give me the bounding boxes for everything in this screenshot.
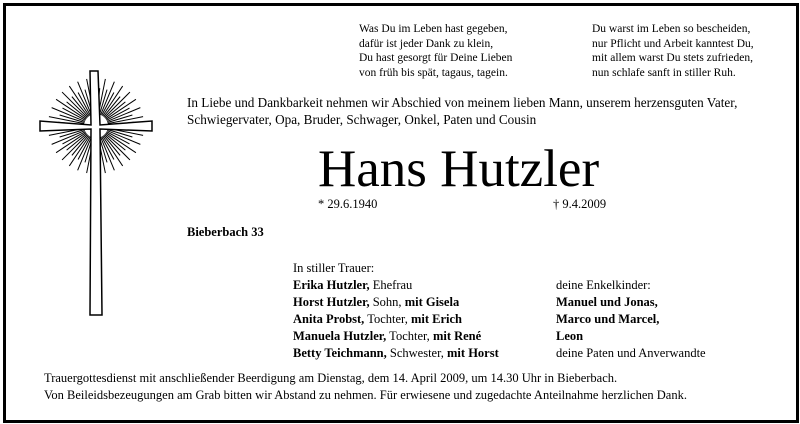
footer-text xyxy=(44,370,687,404)
deceased-name: Hans Hutzler xyxy=(318,140,600,198)
footer-line: Von Beileidsbezeugungen am Grab bitten wir Abstand zu nehmen. Für erwiesene und zugedachte Anteilnahme herzlichen Dank. xyxy=(44,388,687,402)
grandchild: Manuel und Jonas, xyxy=(556,295,658,309)
mourner-relation: Sohn, xyxy=(369,295,405,309)
ray xyxy=(106,133,136,153)
poem-line: Du hast gesorgt für Deine Lieben xyxy=(359,52,513,64)
mourner-partner: mit Horst xyxy=(447,346,499,360)
poem-line: nur Pflicht und Arbeit kanntest Du, xyxy=(592,37,754,50)
mourner-name: Betty Teichmann, xyxy=(293,346,387,360)
intro-line: In Liebe und Dankbarkeit nehmen wir Abschied von meinem lieben Mann, unserem herzensguten Vater, xyxy=(187,95,738,110)
mourner-relation: Schwester, xyxy=(386,346,448,360)
footer-line: Trauergottesdienst mit anschließender Beerdigung am Dienstag, dem 14. April 2009, um 14.30 Uhr in Bieberbach. xyxy=(44,371,618,385)
mourner-relation: Ehefrau xyxy=(369,278,413,292)
mourner-row xyxy=(293,345,499,362)
ray xyxy=(69,86,89,116)
mourner-row xyxy=(293,294,499,311)
mourner-name: Horst Hutzler, xyxy=(293,295,370,309)
grandchildren-intro: deine Enkelkinder: xyxy=(556,278,651,292)
mourner-name: Anita Probst, xyxy=(293,312,365,326)
ray xyxy=(106,99,136,119)
grandchild: Marco und Marcel, xyxy=(556,312,660,326)
cross-with-rays-icon xyxy=(22,45,172,360)
ray xyxy=(56,99,86,119)
intro-line: Schwiegervater, Opa, Bruder, Schwager, Onkel, Paten und Cousin xyxy=(187,112,537,127)
mourners-intro: In stiller Trauer: xyxy=(293,261,375,275)
mourner-partner: mit René xyxy=(432,329,482,343)
mourner-name: Erika Hutzler, xyxy=(293,278,370,292)
poem-line: von früh bis spät, tagaus, tagein. xyxy=(359,66,508,79)
mourner-row xyxy=(293,277,499,294)
mourner-partner: mit Erich xyxy=(410,312,463,326)
intro-text xyxy=(187,94,787,128)
birth-date: * 29.6.1940 xyxy=(318,197,378,211)
godchildren: deine Paten und Anverwandte xyxy=(556,346,706,360)
poem-line: mit allem warst Du stets zufrieden, xyxy=(592,52,753,64)
poem-line: Du warst im Leben so bescheiden, xyxy=(592,23,751,35)
mourners-list xyxy=(293,260,499,362)
mourner-partner: mit Gisela xyxy=(404,295,460,309)
mourner-row xyxy=(293,328,499,345)
mourner-relation: Tochter, xyxy=(386,329,433,343)
cross xyxy=(40,71,152,315)
death-date: † 9.4.2009 xyxy=(553,197,607,211)
ray xyxy=(69,136,89,166)
ray xyxy=(103,86,123,116)
poem-line: dafür ist jeder Dank zu klein, xyxy=(359,37,494,50)
mourner-name: Manuela Hutzler, xyxy=(293,329,387,343)
grandchild: Leon xyxy=(556,329,584,343)
address: Bieberbach 33 xyxy=(187,225,264,239)
grandchildren-list xyxy=(556,277,706,362)
poem-line: nun schlafe sanft in stiller Ruh. xyxy=(592,66,736,79)
mourner-relation: Tochter, xyxy=(364,312,411,326)
mourner-row xyxy=(293,311,499,328)
poem-line: Was Du im Leben hast gegeben, xyxy=(359,23,508,35)
poem-left xyxy=(359,22,512,80)
poem-right xyxy=(592,22,754,80)
ray xyxy=(56,133,86,153)
ray xyxy=(103,136,123,166)
